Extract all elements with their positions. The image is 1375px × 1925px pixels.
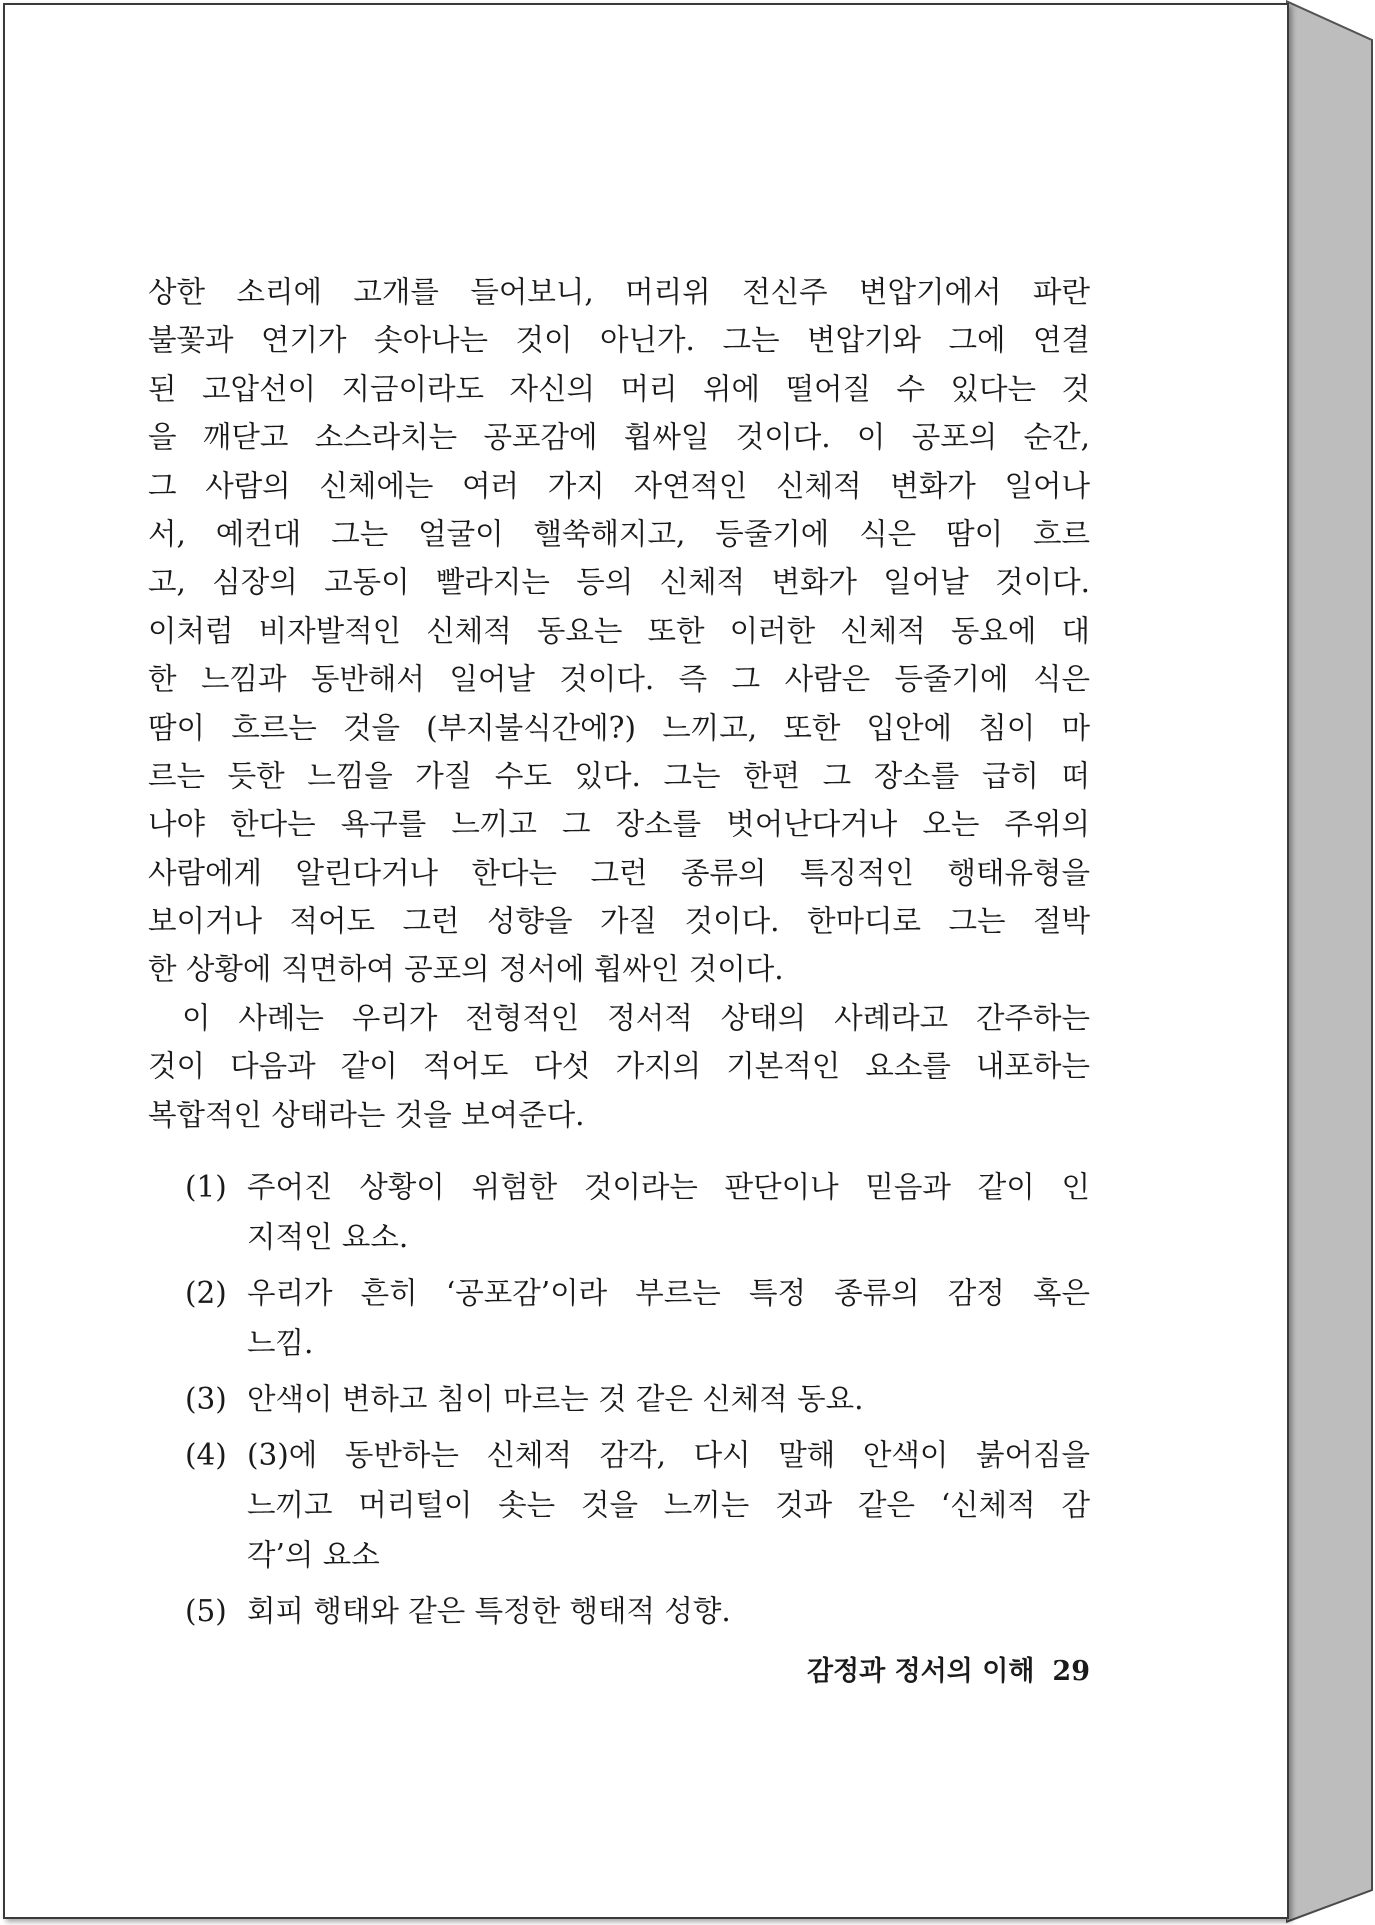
list-item-line: (3)에 동반하는 신체적 감각, 다시 말해 안색이 붉어짐을 [247, 1438, 1090, 1472]
text-line: 상한 소리에 고개를 들어보니, 머리위 전신주 변압기에서 파란 [148, 275, 1090, 309]
list-item-line: 각’의 요소 [247, 1538, 380, 1572]
list-item-number: (2) [185, 1276, 227, 1310]
text-line: 르는 듯한 느낌을 가질 수도 있다. 그는 한편 그 장소를 급히 떠 [148, 758, 1090, 793]
text-line: 나야 한다는 욕구를 느끼고 그 장소를 벗어난다거나 오는 주위의 [148, 807, 1090, 842]
list-item-line: 우리가 흔히 ‘공포감’이라 부르는 특정 종류의 감정 혹은 [247, 1276, 1090, 1310]
book-page-edge [1286, 0, 1375, 1925]
list-item-number: (1) [185, 1170, 227, 1204]
text-line: 것이 다음과 같이 적어도 다섯 가지의 기본적인 요소를 내포하는 [148, 1049, 1090, 1084]
page-number: 29 [1052, 1656, 1090, 1687]
list-item-line: 느끼고 머리털이 솟는 것을 느끼는 것과 같은 ‘신체적 감 [247, 1488, 1090, 1522]
text-line: 사람에게 알린다거나 한다는 그런 종류의 특징적인 행태유형을 [148, 855, 1090, 890]
paragraph-2 [148, 994, 1090, 1139]
list-item-line: 안색이 변하고 침이 마르는 것 같은 신체적 동요. [247, 1382, 864, 1416]
list-item-line: 지적인 요소. [247, 1220, 409, 1254]
text-line: 땀이 흐르는 것을 (부지불식간에?) 느끼고, 또한 입안에 침이 마 [148, 710, 1090, 745]
text-line: 한 상황에 직면하여 공포의 정서에 휩싸인 것이다. [148, 952, 784, 987]
list-item-number: (5) [185, 1594, 227, 1628]
list-item [185, 1268, 1090, 1368]
text-line: 그 사람의 신체에는 여러 가지 자연적인 신체적 변화가 일어나 [148, 468, 1090, 503]
body-text [148, 268, 1090, 1139]
running-footer-title: 감정과 정서의 이해 [806, 1656, 1035, 1687]
text-line: 이처럼 비자발적인 신체적 동요는 또한 이러한 신체적 동요에 대 [148, 613, 1090, 648]
page-edge-shape [1286, 0, 1375, 1925]
numbered-list [185, 1162, 1090, 1636]
text-line: 불꽃과 연기가 솟아나는 것이 아닌가. 그는 변압기와 그에 연결 [148, 323, 1090, 358]
text-line: 보이거나 적어도 그런 성향을 가질 것이다. 한마디로 그는 절박 [148, 904, 1090, 939]
list-item-number: (3) [185, 1382, 227, 1416]
list-item-line: 주어진 상황이 위험한 것이라는 판단이나 믿음과 같이 인 [247, 1170, 1090, 1204]
list-item-line: 느낌. [247, 1326, 314, 1360]
text-line: 된 고압선이 지금이라도 자신의 머리 위에 떨어질 수 있다는 것 [148, 371, 1090, 406]
list-item [185, 1162, 1090, 1262]
text-line: 이 사례는 우리가 전형적인 정서적 상태의 사례라고 간주하는 [182, 1000, 1090, 1035]
text-line: 한 느낌과 동반해서 일어날 것이다. 즉 그 사람은 등줄기에 식은 [148, 662, 1090, 697]
list-item [185, 1586, 1090, 1636]
text-line: 을 깨닫고 소스라치는 공포감에 휩싸일 것이다. 이 공포의 순간, [148, 420, 1090, 455]
list-item [185, 1374, 1090, 1424]
text-line: 복합적인 상태라는 것을 보여준다. [148, 1097, 585, 1132]
text-line: 고, 심장의 고동이 빨라지는 등의 신체적 변화가 일어날 것이다. [148, 565, 1090, 600]
list-item-line: 회피 행태와 같은 특정한 행태적 성향. [247, 1594, 731, 1628]
page-footer [760, 1650, 1090, 1694]
list-item [185, 1430, 1090, 1580]
paragraph-1 [148, 268, 1090, 994]
text-line: 서, 예컨대 그는 얼굴이 핼쑥해지고, 등줄기에 식은 땀이 흐르 [148, 516, 1090, 551]
list-item-number: (4) [185, 1438, 227, 1472]
